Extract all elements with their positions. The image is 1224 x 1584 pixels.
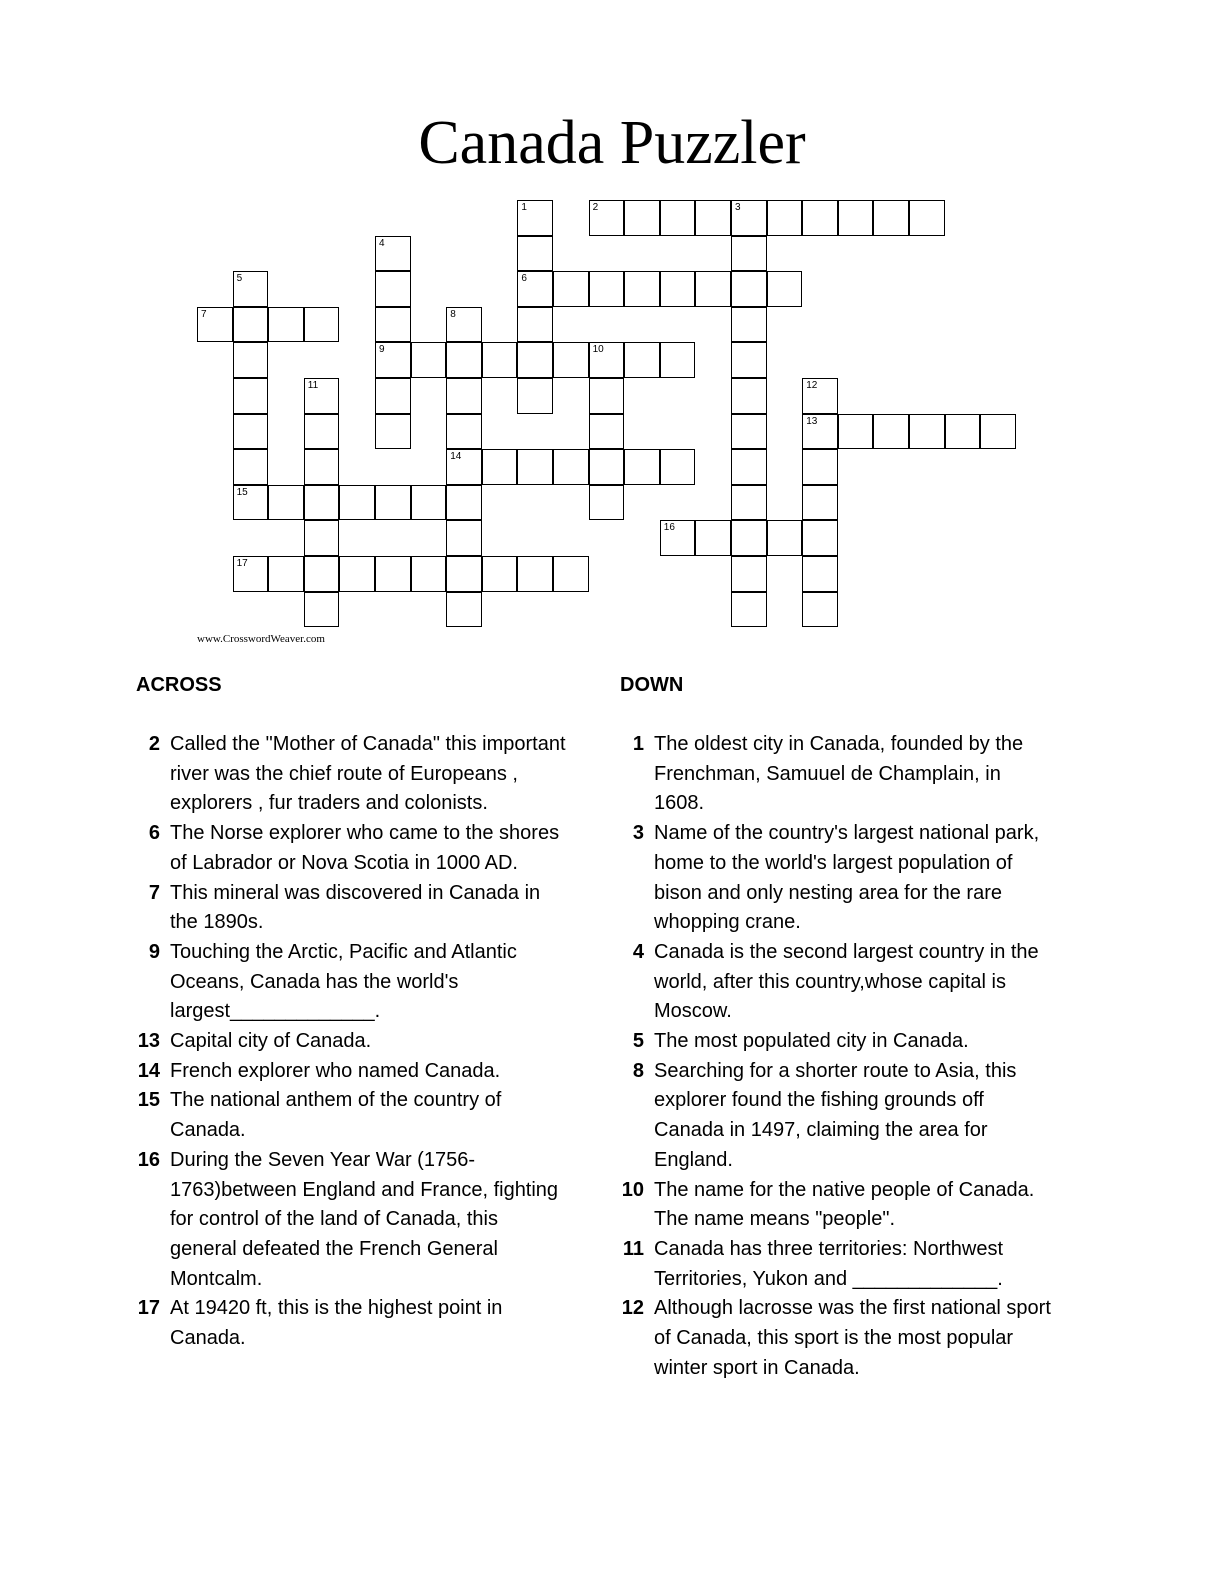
grid-cell[interactable] xyxy=(517,236,553,272)
clue-number: 4 xyxy=(632,940,644,963)
clue-text: Name of the country's largest national park, home to the world's largest population of bison and only nesting area for the rare whopping crane. xyxy=(654,822,1040,934)
clue-number: 14 xyxy=(137,1059,160,1082)
grid-cell[interactable] xyxy=(731,200,767,236)
grid-cell[interactable] xyxy=(731,414,767,450)
grid-cell[interactable] xyxy=(482,342,518,378)
cell-number: 7 xyxy=(201,308,207,320)
grid-cell[interactable] xyxy=(517,307,553,343)
clue-text: Canada is the second largest country in the world, after this country,whose capital is Moscow. xyxy=(654,940,1039,1023)
grid-cell[interactable] xyxy=(268,556,304,592)
grid-cell[interactable] xyxy=(375,307,411,343)
grid-cell[interactable] xyxy=(695,200,731,236)
grid-cell[interactable] xyxy=(802,449,838,485)
across-clue xyxy=(128,1086,568,1145)
grid-cell[interactable] xyxy=(731,307,767,343)
grid-cell[interactable] xyxy=(802,485,838,521)
grid-cell[interactable] xyxy=(767,520,803,556)
grid-cell[interactable] xyxy=(375,236,411,272)
grid-cell[interactable] xyxy=(802,378,838,414)
cell-number: 16 xyxy=(663,522,675,534)
grid-cell[interactable] xyxy=(268,307,304,343)
grid-cell[interactable] xyxy=(731,449,767,485)
grid-cell[interactable] xyxy=(589,271,625,307)
clue-text: Although lacrosse was the first national sport of Canada, this sport is the most popular winter sport in Canada. xyxy=(654,1297,1051,1379)
clue-text: The oldest city in Canada, founded by the Frenchman, Samuuel de Champlain, in 1608. xyxy=(654,733,1024,815)
grid-cell[interactable] xyxy=(553,449,589,485)
clue-text: Capital city of Canada. xyxy=(170,1030,372,1053)
cell-number: 11 xyxy=(307,380,319,391)
clue-number: 15 xyxy=(137,1089,160,1112)
grid-cell[interactable] xyxy=(233,378,269,414)
cell-number: 10 xyxy=(592,344,604,356)
grid-cell[interactable] xyxy=(517,556,553,592)
grid-cell[interactable] xyxy=(731,236,767,272)
grid-cell[interactable] xyxy=(375,342,411,378)
grid-cell[interactable] xyxy=(589,485,625,521)
down-clue xyxy=(612,1057,1052,1176)
clue-text: This mineral was discovered in Canada in the 1890s. xyxy=(170,881,541,934)
clue-text: Searching for a shorter route to Asia, this explorer found the fishing grounds off Canada in 1497, claiming the area for England. xyxy=(654,1059,1017,1171)
down-clue xyxy=(612,819,1052,938)
across-clue xyxy=(128,730,568,819)
grid-cell[interactable] xyxy=(304,592,340,628)
grid-cell[interactable] xyxy=(589,342,625,378)
grid-cell[interactable] xyxy=(624,449,660,485)
grid-cell[interactable] xyxy=(731,592,767,628)
grid-cell[interactable] xyxy=(411,485,447,521)
grid-cell[interactable] xyxy=(624,271,660,307)
down-clue xyxy=(612,730,1052,819)
down-clue-list xyxy=(612,730,1052,1383)
grid-cell[interactable] xyxy=(660,271,696,307)
cell-number: 15 xyxy=(236,486,248,498)
grid-cell[interactable] xyxy=(553,556,589,592)
grid-cell[interactable] xyxy=(233,307,269,343)
grid-cell[interactable] xyxy=(517,342,553,378)
grid-cell[interactable] xyxy=(233,271,269,307)
grid-cell[interactable] xyxy=(909,414,945,450)
clue-number: 11 xyxy=(622,1237,644,1260)
grid-cell[interactable] xyxy=(304,378,340,414)
grid-cell[interactable] xyxy=(731,378,767,414)
grid-cell[interactable] xyxy=(802,556,838,592)
clue-text: The Norse explorer who came to the shores of Labrador or Nova Scotia in 1000 AD. xyxy=(170,822,560,874)
clue-number: 6 xyxy=(148,822,160,845)
grid-cell[interactable] xyxy=(802,592,838,628)
grid-cell[interactable] xyxy=(589,378,625,414)
grid-cell[interactable] xyxy=(375,271,411,307)
grid-cell[interactable] xyxy=(375,556,411,592)
grid-cell[interactable] xyxy=(695,271,731,307)
clue-number: 2 xyxy=(148,733,160,755)
clue-text: Touching the Arctic, Pacific and Atlantic Oceans, Canada has the world's largest_____________. xyxy=(170,940,517,1023)
grid-cell[interactable] xyxy=(731,556,767,592)
grid-cell[interactable] xyxy=(411,556,447,592)
across-clue-list xyxy=(128,730,568,1354)
grid-cell[interactable] xyxy=(731,520,767,556)
grid-cell[interactable] xyxy=(624,200,660,236)
cell-number: 5 xyxy=(236,273,243,285)
grid-cell[interactable] xyxy=(660,342,696,378)
grid-cell[interactable] xyxy=(233,449,269,485)
grid-cell[interactable] xyxy=(838,414,874,450)
across-clue xyxy=(128,879,568,938)
crossword-grid xyxy=(197,200,1019,630)
grid-cell[interactable] xyxy=(446,378,482,414)
clue-text: The name for the native people of Canada. The name means "people". xyxy=(654,1178,1035,1231)
clue-number: 17 xyxy=(137,1297,160,1320)
grid-cell[interactable] xyxy=(446,556,482,592)
puzzle-title: Canada Puzzler xyxy=(418,109,806,177)
grid-cell[interactable] xyxy=(517,271,553,307)
grid-cell[interactable] xyxy=(304,520,340,556)
grid-cell[interactable] xyxy=(446,520,482,556)
grid-cell[interactable] xyxy=(517,378,553,414)
grid-cell[interactable] xyxy=(233,414,269,450)
grid-cell[interactable] xyxy=(446,449,482,485)
grid-cell[interactable] xyxy=(589,414,625,450)
grid-cell[interactable] xyxy=(482,449,518,485)
clue-text: Canada has three territories: Northwest Territories, Yukon and _____________. xyxy=(654,1237,1004,1290)
clue-text: French explorer who named Canada. xyxy=(170,1059,501,1082)
credit-text: www.CrosswordWeaver.com xyxy=(197,633,325,645)
grid-cell[interactable] xyxy=(233,342,269,378)
clue-text: During the Seven Year War (1756-1763)between England and France, fighting for control of the land of Canada, this general defeated the French General Montcalm. xyxy=(170,1148,559,1290)
grid-cell[interactable] xyxy=(446,307,482,343)
grid-cell[interactable] xyxy=(802,200,838,236)
cell-number: 3 xyxy=(735,202,741,213)
clue-number: 10 xyxy=(621,1178,644,1201)
across-heading: ACROSS xyxy=(136,674,222,696)
grid-cell[interactable] xyxy=(197,307,233,343)
clue-number: 5 xyxy=(632,1030,644,1053)
grid-cell[interactable] xyxy=(802,520,838,556)
across-clue xyxy=(128,938,568,1027)
cell-number: 6 xyxy=(521,273,527,285)
clue-number: 3 xyxy=(632,822,644,845)
across-clue xyxy=(128,1027,568,1057)
cell-number: 17 xyxy=(236,558,248,569)
grid-cell[interactable] xyxy=(589,200,625,236)
grid-cell[interactable] xyxy=(589,449,625,485)
grid-cell[interactable] xyxy=(873,414,909,450)
grid-cell[interactable] xyxy=(767,271,803,307)
grid-cell[interactable] xyxy=(304,449,340,485)
grid-cell[interactable] xyxy=(731,342,767,378)
grid-cell[interactable] xyxy=(660,520,696,556)
clue-text: The national anthem of the country of Canada. xyxy=(170,1089,502,1142)
grid-cell[interactable] xyxy=(446,414,482,450)
grid-cell[interactable] xyxy=(304,414,340,450)
across-clue xyxy=(128,1057,568,1087)
clue-number: 1 xyxy=(632,733,644,755)
grid-cell[interactable] xyxy=(482,556,518,592)
grid-cell[interactable] xyxy=(446,485,482,521)
grid-cell[interactable] xyxy=(446,342,482,378)
grid-cell[interactable] xyxy=(802,414,838,450)
clue-number: 8 xyxy=(632,1059,644,1082)
grid-cell[interactable] xyxy=(731,271,767,307)
grid-cell[interactable] xyxy=(731,485,767,521)
down-heading: DOWN xyxy=(620,674,684,696)
grid-cell[interactable] xyxy=(767,200,803,236)
grid-cell[interactable] xyxy=(233,556,269,592)
down-clue xyxy=(612,1027,1052,1057)
grid-cell[interactable] xyxy=(233,485,269,521)
grid-cell[interactable] xyxy=(909,200,945,236)
grid-cell[interactable] xyxy=(304,556,340,592)
across-clue xyxy=(128,819,568,878)
clue-number: 9 xyxy=(148,940,160,963)
grid-cell[interactable] xyxy=(375,485,411,521)
cell-number: 4 xyxy=(379,237,385,249)
cell-number: 13 xyxy=(806,415,818,427)
across-clue xyxy=(128,1146,568,1295)
grid-cell[interactable] xyxy=(660,449,696,485)
grid-cell[interactable] xyxy=(945,414,981,450)
clue-number: 12 xyxy=(621,1297,644,1320)
grid-cell[interactable] xyxy=(304,307,340,343)
grid-cell[interactable] xyxy=(624,342,660,378)
clue-number: 13 xyxy=(137,1030,160,1053)
grid-cell[interactable] xyxy=(873,200,909,236)
down-clue xyxy=(612,1176,1052,1235)
clue-text: Called the "Mother of Canada" this important river was the chief route of Europeans , explorers , fur traders and colonists. xyxy=(170,733,566,815)
grid-cell[interactable] xyxy=(553,342,589,378)
cell-number: 2 xyxy=(592,202,599,213)
cell-number: 12 xyxy=(806,380,818,391)
down-clue xyxy=(612,1235,1052,1294)
grid-cell[interactable] xyxy=(660,200,696,236)
grid-cell[interactable] xyxy=(446,592,482,628)
grid-cell[interactable] xyxy=(339,556,375,592)
grid-cell[interactable] xyxy=(375,414,411,450)
cell-number: 14 xyxy=(450,451,462,463)
clue-number: 16 xyxy=(137,1148,160,1171)
clue-text: The most populated city in Canada. xyxy=(654,1030,969,1053)
clue-text: At 19420 ft, this is the highest point in Canada. xyxy=(170,1297,503,1350)
grid-cell[interactable] xyxy=(375,378,411,414)
grid-cell[interactable] xyxy=(695,520,731,556)
grid-cell[interactable] xyxy=(339,485,375,521)
cell-number: 1 xyxy=(521,202,527,213)
cell-number: 9 xyxy=(379,344,385,356)
across-clue xyxy=(128,1294,568,1353)
grid-cell[interactable] xyxy=(838,200,874,236)
down-clue xyxy=(612,1294,1052,1383)
cell-number: 8 xyxy=(450,308,456,320)
grid-cell[interactable] xyxy=(553,271,589,307)
grid-cell[interactable] xyxy=(411,342,447,378)
clue-number: 7 xyxy=(148,881,160,904)
grid-cell[interactable] xyxy=(304,485,340,521)
grid-cell[interactable] xyxy=(517,200,553,236)
grid-cell[interactable] xyxy=(980,414,1016,450)
down-clue xyxy=(612,938,1052,1027)
grid-cell[interactable] xyxy=(268,485,304,521)
grid-cell[interactable] xyxy=(517,449,553,485)
